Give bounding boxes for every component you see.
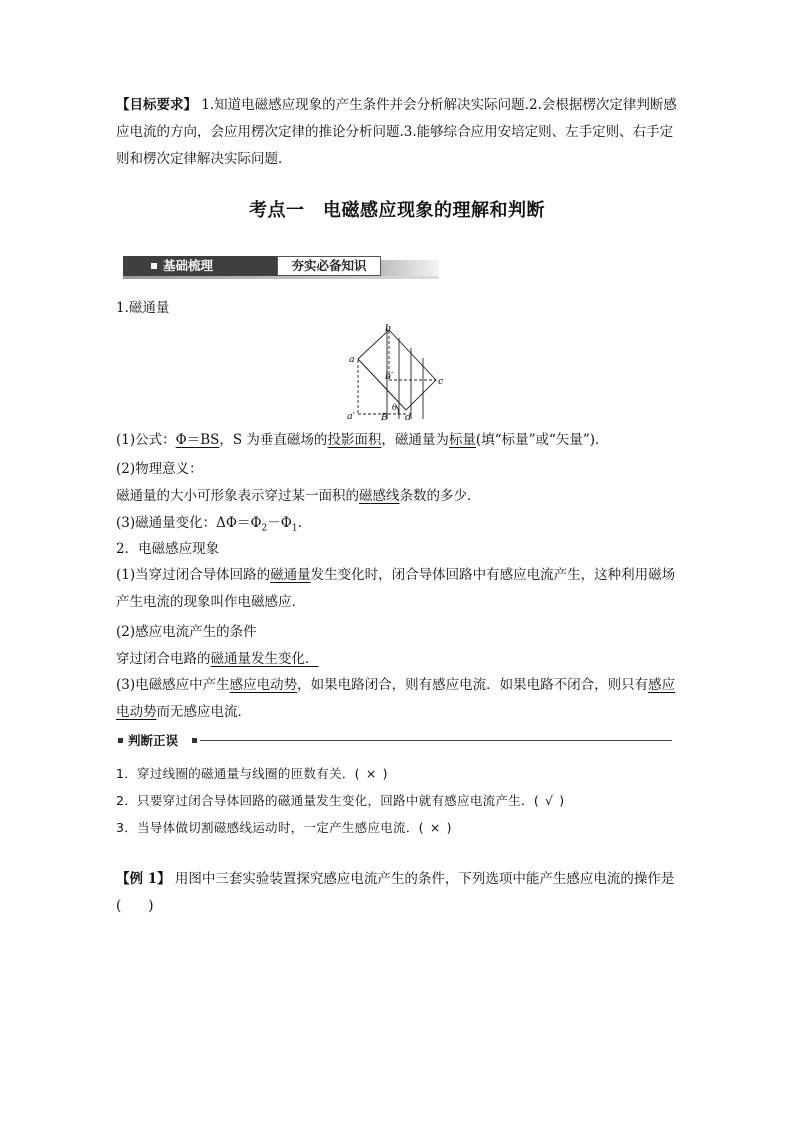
label-b-prime: b′ xyxy=(385,371,394,382)
check-mark-icon: √ xyxy=(545,793,554,808)
goal-tag: 【目标要求】 xyxy=(116,97,197,113)
banner-tag: 夯实必备知识 xyxy=(277,256,381,276)
s2-item1: (1)当穿过闭合导体回路的磁通量发生变化时，闭合导体回路中有感应电流产生，这种利用磁场产生电流的现象叫作电磁感应． xyxy=(116,567,676,610)
s2-item2: 穿过闭合电路的磁通量发生变化． xyxy=(116,651,319,667)
label-theta: θ xyxy=(392,403,397,412)
flux-figure xyxy=(340,322,450,422)
label-B: B xyxy=(381,412,388,422)
formula-line: (1)公式：Φ＝BS，S 为垂直磁场的投影面积，磁通量为标量(填“标量”或“矢量”)． xyxy=(116,432,609,448)
s2-heading: 2．电磁感应现象 xyxy=(116,541,220,557)
example-tag: 【例 1】 xyxy=(116,871,171,887)
judge-square-icon xyxy=(192,738,197,743)
goal-paragraph xyxy=(116,92,682,173)
example-text: 用图中三套实验装置探究感应电流产生的条件，下列选项中能产生感应电流的操作是( ) xyxy=(116,871,675,914)
label-c: c xyxy=(438,376,444,387)
s2-item2-label: (2)感应电流产生的条件 xyxy=(116,624,257,640)
section-title: 考点一 电磁感应现象的理解和判断 xyxy=(249,200,545,221)
fill-blank: 磁通量 xyxy=(270,567,311,583)
judge-header xyxy=(116,733,672,749)
judge-item: 3．当导体做切割磁感线运动时，一定产生感应电流．( × ) xyxy=(116,820,452,835)
s1-heading: 1.磁通量 xyxy=(116,300,170,316)
fill-blank: 标量 xyxy=(448,432,476,448)
fill-blank: 磁通量发生变化． xyxy=(210,651,319,667)
cross-mark-icon: × xyxy=(429,820,441,835)
fill-blank: 磁感线 xyxy=(359,488,400,504)
section-banner xyxy=(123,256,439,279)
banner-label: 基础梳理 xyxy=(163,258,214,273)
s2-item3: (3)电磁感应中产生感应电动势，如果电路闭合，则有感应电流．如果电路不闭合，则只有感应电动势而无感应电流． xyxy=(116,677,676,720)
coil-plane xyxy=(358,330,436,410)
label-a: a xyxy=(349,354,355,365)
meaning-label: (2)物理意义： xyxy=(116,461,203,477)
label-d: d xyxy=(405,412,412,422)
fill-blank: 投影面积 xyxy=(327,432,382,448)
judge-item: 2．只要穿过闭合导体回路的磁通量发生变化，回路中就有感应电流产生．( √ ) xyxy=(116,793,565,808)
example-paragraph xyxy=(116,866,682,920)
fill-blank: Φ＝BS xyxy=(175,432,220,448)
change-line: (3)磁通量变化：$\Delta\Phi=\Phi_2-\Phi_1$. xyxy=(116,515,302,534)
fill-blank: 感应电动势 xyxy=(229,677,298,693)
label-b: b xyxy=(385,323,392,334)
label-a-prime: a′ xyxy=(347,411,355,422)
cross-mark-icon: × xyxy=(365,766,377,781)
meaning-line: 磁通量的大小可形象表示穿过某一面积的磁感线条数的多少． xyxy=(116,488,481,504)
judge-square-icon xyxy=(118,738,123,743)
banner-square-icon xyxy=(151,263,157,269)
judge-item: 1．穿过线圈的磁通量与线圈的匝数有关．( × ) xyxy=(116,766,388,781)
judge-heading: 判断正误 xyxy=(128,733,179,748)
goal-text: 1.知道电磁感应现象的产生条件并会分析解决实际问题.2.会根据楞次定律判断感应电流的方向，会应用楞次定律的推论分析问题.3.能够综合应用安培定则、左手定则、右手定则和楞次定律解决实际问题． xyxy=(116,97,677,167)
fill-blank: 感应电动势 xyxy=(116,677,676,720)
judge-rule xyxy=(200,740,672,741)
